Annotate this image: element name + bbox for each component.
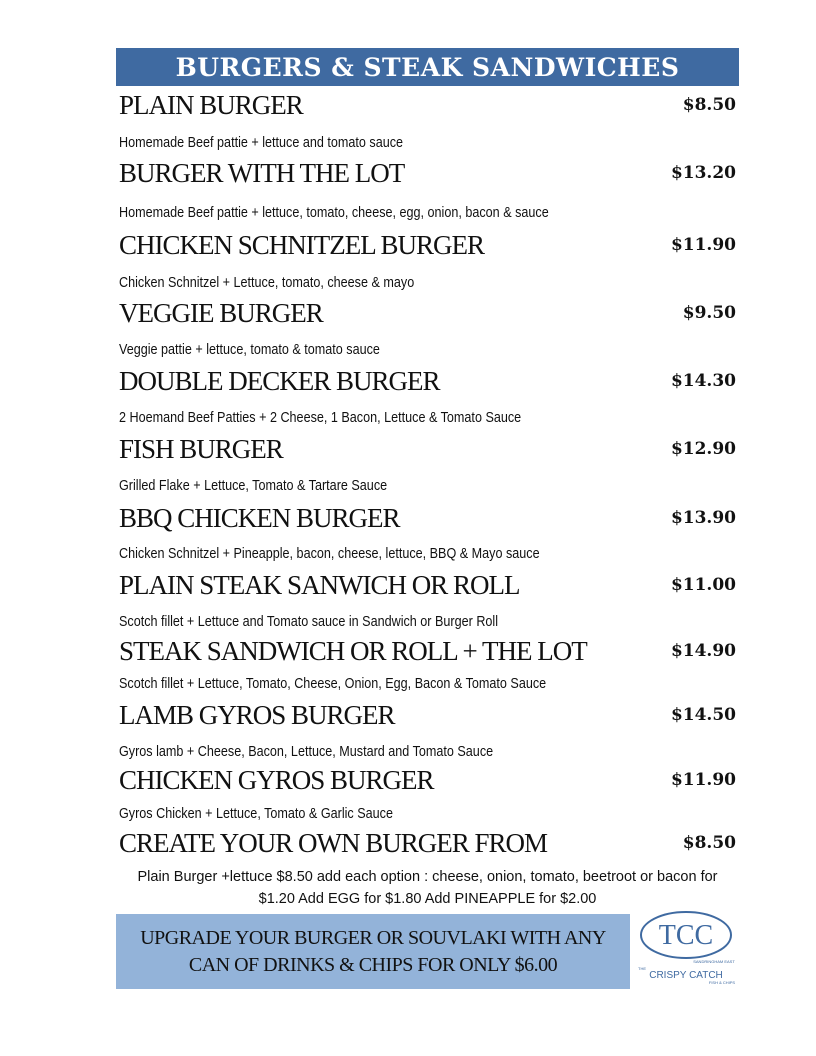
item-name: PLAIN BURGER [119,90,303,120]
promo-line-1: UPGRADE YOUR BURGER OR SOUVLAKI WITH ANY [140,926,606,949]
item-description: 2 Hoemand Beef Patties + 2 Cheese, 1 Bacon, Lettuce & Tomato Sauce [119,409,522,426]
create-note-line-1: Plain Burger +lettuce $8.50 add each option : cheese, onion, tomato, beetroot or bacon for [137,869,718,885]
item-name: FISH BURGER [119,434,283,464]
section-header [116,48,739,86]
item-description: Scotch fillet + Lettuce and Tomato sauce in Sandwich or Burger Roll [119,613,499,630]
svg-text:TCC: TCC [658,920,714,951]
item-name: BURGER WITH THE LOT [119,158,405,188]
item-price: $11.90 [670,235,736,255]
item-description: Chicken Schnitzel + Pineapple, bacon, cheese, lettuce, BBQ & Mayo sauce [119,545,540,562]
promo-banner [116,914,630,989]
item-price: $14.90 [670,641,736,661]
item-price: $9.50 [682,303,736,323]
item-name: CREATE YOUR OWN BURGER FROM [119,828,548,858]
item-price: $13.20 [670,163,736,183]
svg-text:CRISPY CATCH: CRISPY CATCH [649,970,723,981]
item-name: PLAIN STEAK SANWICH OR ROLL [119,570,520,600]
crispy-catch-logo [634,908,739,992]
item-description: Homemade Beef pattie + lettuce and tomato sauce [119,134,404,151]
item-price: $14.30 [670,371,736,391]
item-name: VEGGIE BURGER [119,298,323,328]
section-title: BURGERS & STEAK SANDWICHES [175,52,680,82]
item-price: $12.90 [670,439,736,459]
svg-text:THE: THE [638,966,646,971]
item-name: STEAK SANDWICH OR ROLL + THE LOT [119,636,587,666]
promo-line-2: CAN OF DRINKS & CHIPS FOR ONLY $6.00 [188,953,558,976]
item-description: Chicken Schnitzel + Lettuce, tomato, cheese & mayo [119,274,415,291]
create-note-line-2: $1.20 Add EGG for $1.80 Add PINEAPPLE for $2.00 [258,891,597,907]
item-price: $11.00 [670,575,736,595]
item-price: $13.90 [670,508,736,528]
item-description: Gyros Chicken + Lettuce, Tomato & Garlic Sauce [119,805,393,822]
svg-text:FISH & CHIPS: FISH & CHIPS [708,980,736,985]
item-price: $14.50 [670,705,736,725]
item-name: DOUBLE DECKER BURGER [119,366,440,396]
item-description: Scotch fillet + Lettuce, Tomato, Cheese, Onion, Egg, Bacon & Tomato Sauce [119,675,547,692]
item-description: Veggie pattie + lettuce, tomato & tomato sauce [119,341,380,358]
item-name: CHICKEN SCHNITZEL BURGER [119,230,484,260]
item-description: Homemade Beef pattie + lettuce, tomato, cheese, egg, onion, bacon & sauce [119,204,549,221]
item-name: LAMB GYROS BURGER [119,700,395,730]
item-price: $8.50 [682,95,736,115]
item-name: BBQ CHICKEN BURGER [119,503,400,533]
item-price: $8.50 [682,833,736,853]
item-price: $11.90 [670,770,736,790]
item-description: Gyros lamb + Cheese, Bacon, Lettuce, Mustard and Tomato Sauce [119,743,494,760]
svg-text:SANDRINGHAM EAST: SANDRINGHAM EAST [693,959,735,964]
menu-page [116,48,739,985]
item-description: Grilled Flake + Lettuce, Tomato & Tartare Sauce [119,477,388,494]
item-name: CHICKEN GYROS BURGER [119,765,434,795]
create-your-own-note [116,866,739,910]
